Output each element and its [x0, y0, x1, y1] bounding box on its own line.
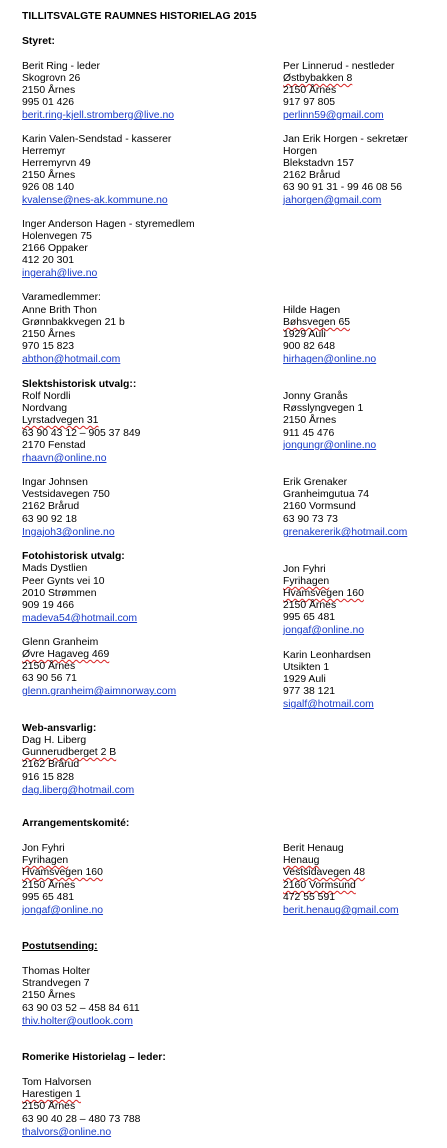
contact-phone: 63 90 91 31 - 99 46 08 56: [283, 182, 403, 193]
contact-name: Ingar Johnsen: [22, 477, 88, 488]
contact-phone: 916 15 828: [22, 772, 75, 783]
contact-email-link[interactable]: jongaf@online.no: [22, 905, 104, 916]
contact-postal: 2150 Årnes: [22, 1101, 76, 1112]
section-heading-styret: Styret:: [22, 36, 55, 47]
contact-email-link[interactable]: kvalense@nes-ak.kommune.no: [22, 195, 168, 206]
contact-email-link[interactable]: berit.ring-kjell.stromberg@live.no: [22, 110, 175, 121]
contact-phone: 995 65 481: [283, 612, 336, 623]
contact-address: Peer Gynts vei 10: [22, 576, 105, 587]
contact-postal: 2010 Strømmen: [22, 588, 97, 599]
contact-name: Thomas Holter: [22, 966, 91, 977]
contact-name: Berit Henaug: [283, 843, 344, 854]
contact-email-link[interactable]: dag.liberg@hotmail.com: [22, 785, 135, 796]
contact-name: Glenn Granheim: [22, 637, 99, 648]
contact-name: Mads Dystlien: [22, 563, 88, 574]
contact-postal: 2150 Årnes: [22, 990, 76, 1001]
section-heading-romerike-historielag: Romerike Historielag – leder:: [22, 1052, 166, 1063]
contact-address: Øvre Hagaveg 469: [22, 649, 110, 660]
contact-phone: 977 38 121: [283, 686, 336, 697]
section-heading-postutsending: Postutsending:: [22, 941, 98, 952]
contact-postal: 2150 Årnes: [22, 661, 76, 672]
contact-address: Bøhsvegen 65: [283, 317, 351, 328]
section-heading-slektshistorisk: Slektshistorisk utvalg::: [22, 379, 137, 390]
contact-place: Herremyr: [22, 146, 66, 157]
contact-postal: 2170 Fenstad: [22, 440, 86, 451]
contact-name: Berit Ring - leder: [22, 61, 100, 72]
page-title: TILLITSVALGTE RAUMNES HISTORIELAG 2015: [22, 11, 257, 22]
contact-email-link[interactable]: rhaavn@online.no: [22, 453, 107, 464]
contact-place: Nordvang: [22, 403, 68, 414]
contact-phone: 472 55 591: [283, 892, 336, 903]
contact-name: Dag H. Liberg: [22, 735, 87, 746]
contact-email-link[interactable]: jahorgen@gmail.com: [283, 195, 382, 206]
contact-postal: 2150 Årnes: [22, 85, 76, 96]
contact-phone: 63 90 73 73: [283, 514, 338, 525]
contact-address: Blekstadvn 157: [283, 158, 355, 169]
contact-name: Karin Leonhardsen: [283, 650, 371, 661]
contact-place: Henaug: [283, 855, 320, 866]
contact-name: Hilde Hagen: [283, 305, 341, 316]
contact-phone: 412 20 301: [22, 255, 75, 266]
section-heading-web-ansvarlig: Web-ansvarlig:: [22, 723, 97, 734]
contact-address: Utsikten 1: [283, 662, 330, 673]
contact-postal: 1929 Auli: [283, 674, 326, 685]
contact-address: Vestsidavegen 750: [22, 489, 110, 500]
contact-phone: 63 90 92 18: [22, 514, 77, 525]
contact-name: Anne Brith Thon: [22, 305, 97, 316]
contact-email-link[interactable]: glenn.granheim@aimnorway.com: [22, 686, 177, 697]
contact-address: Herremyrvn 49: [22, 158, 91, 169]
contact-postal: 2162 Brårud: [22, 759, 80, 770]
contact-phone: 917 97 805: [283, 97, 336, 108]
contact-address: Lyrstadvegen 31: [22, 415, 99, 426]
contact-phone: 970 15 823: [22, 341, 75, 352]
contact-name: Jan Erik Horgen - sekretær: [283, 134, 408, 145]
contact-email-link[interactable]: jongungr@online.no: [283, 440, 377, 451]
contact-postal: 2166 Oppaker: [22, 243, 88, 254]
contact-address: Skogrovn 26: [22, 73, 81, 84]
contact-phone: 63 90 43 12 – 905 37 849: [22, 428, 141, 439]
contact-address: Røsslyngvegen 1: [283, 403, 364, 414]
contact-email-link[interactable]: madeva54@hotmail.com: [22, 613, 138, 624]
contact-email-link[interactable]: grenakererik@hotmail.com: [283, 527, 408, 538]
contact-email-link[interactable]: jongaf@online.no: [283, 625, 365, 636]
contact-postal: 2150 Årnes: [22, 329, 76, 340]
contact-place: Fyrihagen: [22, 855, 69, 866]
contact-postal: 2150 Årnes: [22, 880, 76, 891]
contact-postal: 1929 Auli: [283, 329, 326, 340]
contact-address: Vestsidavegen 48: [283, 867, 366, 878]
contact-email-link[interactable]: thalvors@online.no: [22, 1127, 112, 1138]
contact-email-link[interactable]: berit.henaug@gmail.com: [283, 905, 399, 916]
contact-name: Karin Valen-Sendstad - kasserer: [22, 134, 172, 145]
contact-postal: 2162 Brårud: [283, 170, 341, 181]
contact-email-link[interactable]: Ingajoh3@online.no: [22, 527, 115, 538]
contact-place: Horgen: [283, 146, 318, 157]
contact-address: Strandvegen 7: [22, 978, 90, 989]
contact-postal: 2162 Brårud: [22, 501, 80, 512]
contact-address: Hvamsvegen 160: [22, 867, 103, 878]
contact-email-link[interactable]: sigalf@hotmail.com: [283, 699, 374, 710]
contact-address: Grønnbakkvegen 21 b: [22, 317, 125, 328]
contact-phone: 995 65 481: [22, 892, 75, 903]
contact-phone: 63 90 56 71: [22, 673, 77, 684]
contact-phone: 63 90 40 28 – 480 73 788: [22, 1114, 141, 1125]
contact-name: Tom Halvorsen: [22, 1077, 92, 1088]
contact-phone: 909 19 466: [22, 600, 75, 611]
contact-address: Gunnerudberget 2 B: [22, 747, 117, 758]
contact-phone: 63 90 03 52 – 458 84 611: [22, 1003, 140, 1014]
contact-name: Erik Grenaker: [283, 477, 348, 488]
contact-postal: 2150 Årnes: [283, 600, 337, 611]
section-heading-arrangementskomite: Arrangementskomité:: [22, 818, 130, 829]
contact-phone: 995 01 426: [22, 97, 75, 108]
contact-name: Inger Anderson Hagen - styremedlem: [22, 219, 195, 230]
contact-email-link[interactable]: ingerah@live.no: [22, 268, 98, 279]
contact-address: Holenvegen 75: [22, 231, 92, 242]
contact-postal: 2150 Årnes: [283, 415, 337, 426]
contact-email-link[interactable]: perlinn59@gmail.com: [283, 110, 384, 121]
contact-name: Jonny Granås: [283, 391, 348, 402]
contact-postal: 2160 Vormsund: [283, 501, 356, 512]
contact-postal: 2150 Årnes: [283, 85, 337, 96]
contact-name: Jon Fyhri: [283, 564, 326, 575]
contact-email-link[interactable]: thiv.holter@outlook.com: [22, 1016, 133, 1027]
contact-address: Østbybakken 8: [283, 73, 353, 84]
contact-postal: 2150 Årnes: [22, 170, 76, 181]
section-heading-fotohistorisk: Fotohistorisk utvalg:: [22, 551, 125, 562]
contact-address: Hvamsvegen 160: [283, 588, 364, 599]
contact-address: Harestigen 1: [22, 1089, 81, 1100]
contact-email-link[interactable]: abthon@hotmail.com: [22, 354, 121, 365]
contact-email-link[interactable]: hirhagen@online.no: [283, 354, 377, 365]
varamedlemmer-label: Varamedlemmer:: [22, 292, 101, 303]
contact-phone: 926 08 140: [22, 182, 75, 193]
contact-name: Jon Fyhri: [22, 843, 65, 854]
contact-phone: 911 45 476: [283, 428, 335, 439]
contact-postal: 2160 Vormsund: [283, 880, 356, 891]
contact-name: Per Linnerud - nestleder: [283, 61, 395, 72]
contact-place: Fyrihagen: [283, 576, 330, 587]
contact-phone: 900 82 648: [283, 341, 336, 352]
contact-address: Granheimgutua 74: [283, 489, 370, 500]
contact-name: Rolf Nordli: [22, 391, 71, 402]
